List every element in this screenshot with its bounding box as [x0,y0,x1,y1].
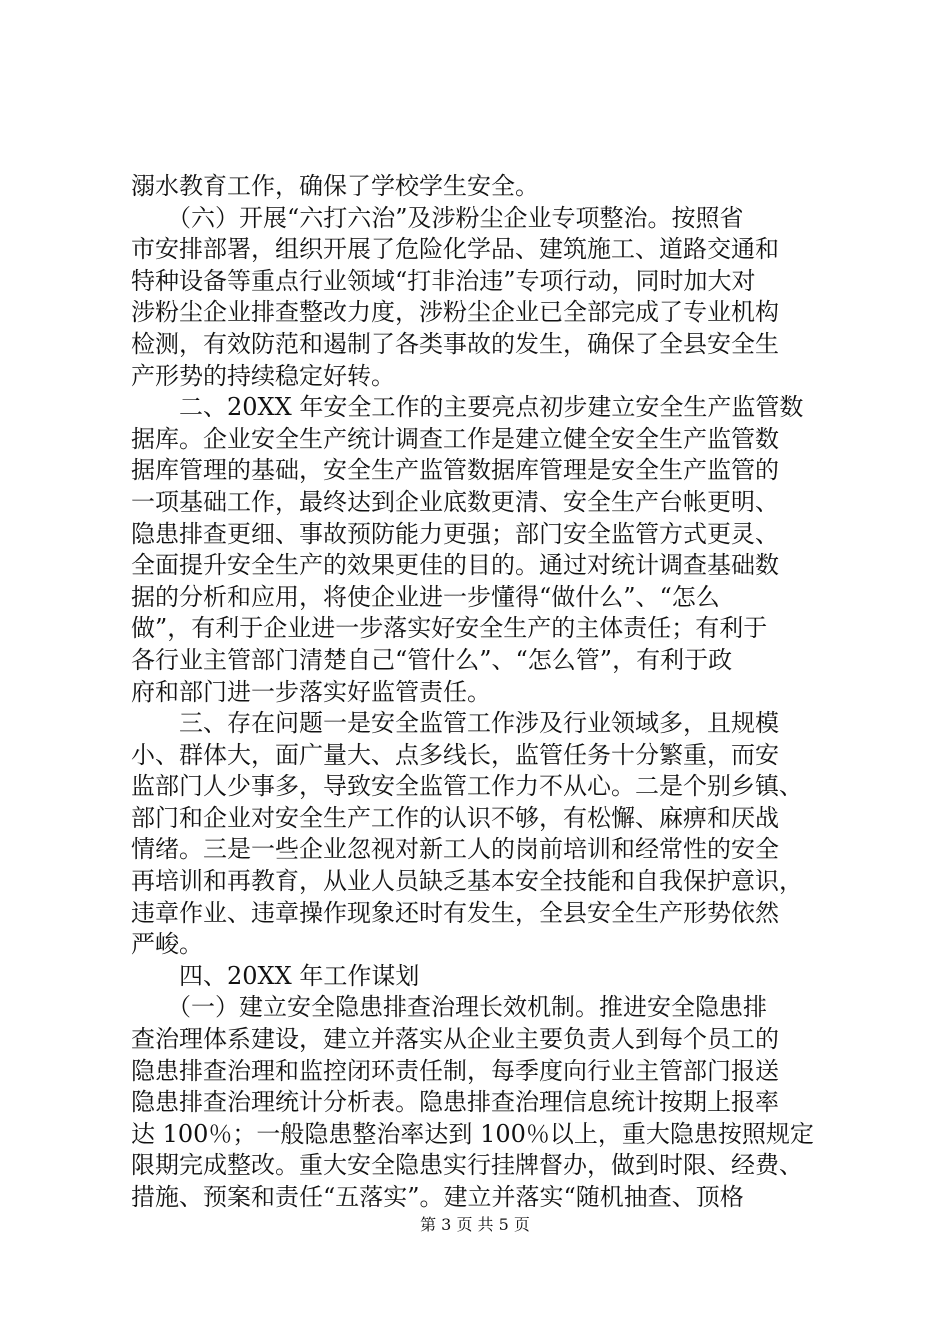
text-line: 违章作业、违章操作现象还时有发生，全县安全生产形势依然 [131,898,779,927]
text-line: 措施、预案和责任“五落实”。建立并落实“随机抽查、顶格 [131,1183,744,1211]
text-line: 检测，有效防范和遏制了各类事故的发生，确保了全县安全生 [131,329,779,358]
text-line: 府和部门进一步落实好监管责任。 [131,677,491,706]
text-line: 溺水教育工作，确保了学校学生安全。 [131,172,539,200]
text-line: 情绪。三是一些企业忽视对新工人的岗前培训和经常性的安全 [131,835,779,864]
text-line: 据的分析和应用，将使企业进一步懂得“做什么”、“怎么 [131,582,720,611]
text-line: 三、存在问题一是安全监管工作涉及行业领域多，且规模 [131,709,779,738]
text-line: 部门和企业对安全生产工作的认识不够，有松懈、麻痹和厌战 [131,803,779,832]
text-line: 隐患排查更细、事故预防能力更强；部门安全监管方式更灵、 [131,519,779,548]
text-line: 达 100％；一般隐患整治率达到 100％以上，重大隐患按照规定 [131,1119,814,1148]
text-line: 一项基础工作，最终达到企业底数更清、安全生产台帐更明、 [131,487,779,516]
text-line: 限期完成整改。重大安全隐患实行挂牌督办，做到时限、经费、 [131,1151,803,1180]
text-line: 全面提升安全生产的效果更佳的目的。通过对统计调查基础数 [131,551,779,580]
text-line: 市安排部署，组织开展了危险化学品、建筑施工、道路交通和 [131,235,779,264]
text-line: 四、20XX 年工作谋划 [131,961,420,990]
text-line: 隐患排查治理统计分析表。隐患排查治理信息统计按期上报率 [131,1088,779,1117]
text-line: 产形势的持续稳定好转。 [131,361,395,390]
text-line: 再培训和再教育，从业人员缺乏基本安全技能和自我保护意识， [131,867,803,896]
text-line: 特种设备等重点行业领域“打非治违”专项行动，同时加大对 [131,266,756,295]
text-line: 隐患排查治理和监控闭环责任制，每季度向行业主管部门报送 [131,1056,779,1085]
text-line: （六）开展“六打六治”及涉粉尘企业专项整治。按照省 [131,203,744,232]
text-line: 涉粉尘企业排查整改力度，涉粉尘企业已全部完成了专业机构 [131,298,779,327]
text-line: 严峻。 [131,930,203,959]
text-line: 查治理体系建设，建立并落实从企业主要负责人到每个员工的 [131,1025,779,1054]
text-line: （一）建立安全隐患排查治理长效机制。推进安全隐患排 [131,993,767,1022]
page-footer: 第 3 页 共 5 页 [420,1215,530,1234]
text-line: 各行业主管部门清楚自己“管什么”、“怎么管”，有利于政 [131,645,733,674]
text-line: 据库。企业安全生产统计调查工作是建立健全安全生产监管数 [131,424,779,453]
text-line: 据库管理的基础，安全生产监管数据库管理是安全生产监管的 [131,456,779,485]
text-line: 小、群体大，面广量大、点多线长，监管任务十分繁重，而安 [131,740,779,769]
document-body [131,171,836,1214]
text-line: 监部门人少事多，导致安全监管工作力不从心。二是个别乡镇、 [131,772,803,801]
text-line: 做”，有利于企业进一步落实好安全生产的主体责任；有利于 [131,614,768,643]
text-line: 二、20XX 年安全工作的主要亮点初步建立安全生产监管数 [131,393,804,422]
